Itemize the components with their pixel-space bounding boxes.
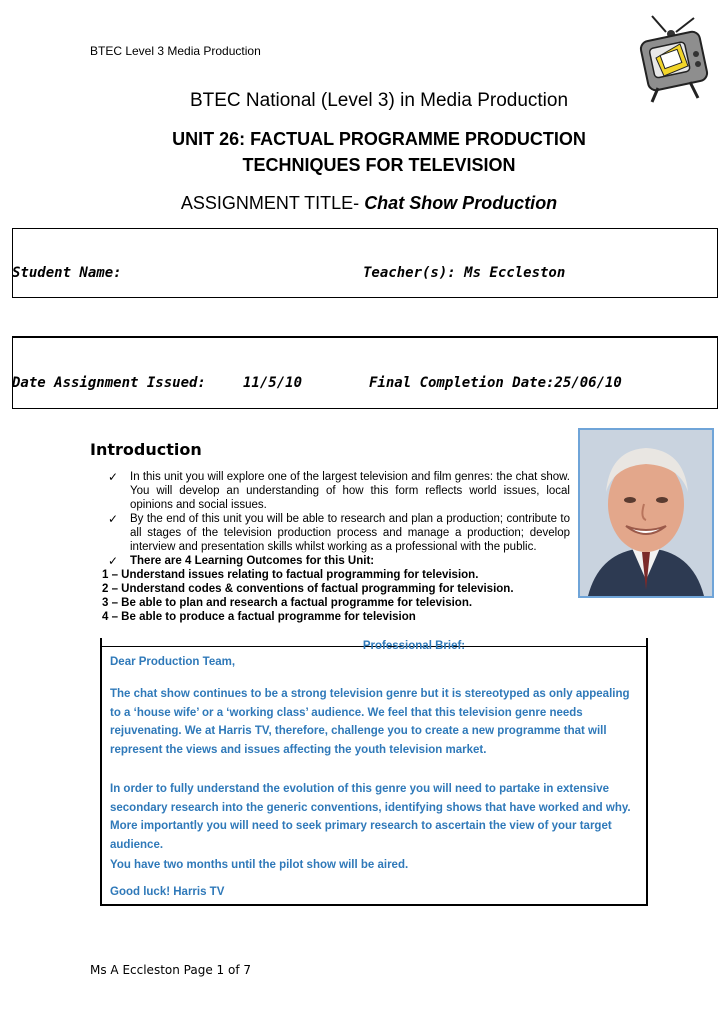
- intro-bullet-text: By the end of this unit you will be able to research and plan a production; contribute to all stages of the television production process and manage a production; develop interview and presentation skills whilst working as a professional with the public.: [130, 513, 570, 553]
- assignment-title-prefix: ASSIGNMENT TITLE-: [180, 193, 365, 213]
- page-footer: Ms A Eccleston Page 1 of 7: [90, 963, 251, 977]
- tick-icon: ✓: [108, 554, 119, 568]
- completion-date-label: Final Completion Date:25/06/10: [369, 375, 622, 391]
- student-teacher-box: [12, 228, 718, 298]
- assignment-title-name: Chat Show Production: [364, 193, 558, 213]
- presenter-portrait-icon: [580, 430, 712, 596]
- brief-salutation: Dear Production Team,: [110, 656, 236, 668]
- brief-title: Professional Brief:: [362, 640, 466, 652]
- running-header: BTEC Level 3 Media Production: [90, 44, 261, 58]
- unit-title-line1: UNIT 26: FACTUAL PROGRAMME PRODUCTION: [172, 129, 586, 149]
- qualification-title: BTEC National (Level 3) in Media Production: [189, 90, 569, 111]
- presenter-photo: [578, 428, 714, 598]
- brief-paragraph: The chat show continues to be a strong television genre but it is stereotyped as only appealing to a ‘house wife’ or a ‘working class’ audience. We feel that this television genre needs rejuvenating. We at Harris TV, therefore, challenge you to create a new programme that will represent the views and issues affecting the youth television market.: [110, 688, 630, 756]
- brief-signoff: Good luck! Harris TV: [110, 886, 225, 898]
- introduction-heading: Introduction: [90, 440, 202, 459]
- date-issued-label: Date Assignment Issued:: [12, 375, 206, 391]
- assignment-title: [0, 193, 728, 214]
- intro-bullet: [108, 470, 570, 512]
- intro-bullet-text: There are 4 Learning Outcomes for this Unit:: [130, 555, 375, 567]
- student-name-label: Student Name:: [12, 265, 122, 281]
- dates-box: [12, 336, 718, 409]
- tick-icon: ✓: [108, 470, 119, 484]
- intro-bullet-text: In this unit you will explore one of the largest television and film genres: the chat show. You will develop an understanding of how this form reflects world issues, local opinions and social issues.: [130, 471, 570, 511]
- intro-bullet: [108, 512, 570, 554]
- learning-outcome: 3 – Be able to plan and research a factual programme for television.: [102, 597, 473, 609]
- learning-outcome: 2 – Understand codes & conventions of factual programming for television.: [102, 583, 514, 595]
- introduction-body: [102, 470, 570, 624]
- learning-outcome: 4 – Be able to produce a factual programme for television: [102, 611, 416, 623]
- professional-brief: [100, 640, 648, 906]
- tick-icon: ✓: [108, 512, 119, 526]
- brief-paragraph: You have two months until the pilot show will be aired.: [110, 859, 409, 871]
- date-issued-value: 11/5/10: [243, 375, 303, 391]
- unit-title: [0, 126, 728, 178]
- teacher-label: Teacher(s): Ms Eccleston: [363, 265, 566, 281]
- intro-bullet: [108, 554, 570, 568]
- brief-paragraph: In order to fully understand the evolution of this genre you will need to partake in extensive secondary research into the generic conventions, identifying shows that have worked and why. More importantly you will need to seek primary research to ascertain the view of your target audience.: [110, 783, 631, 851]
- learning-outcome: 1 – Understand issues relating to factual programming for television.: [102, 569, 479, 581]
- unit-title-line2: TECHNIQUES FOR TELEVISION: [242, 155, 516, 175]
